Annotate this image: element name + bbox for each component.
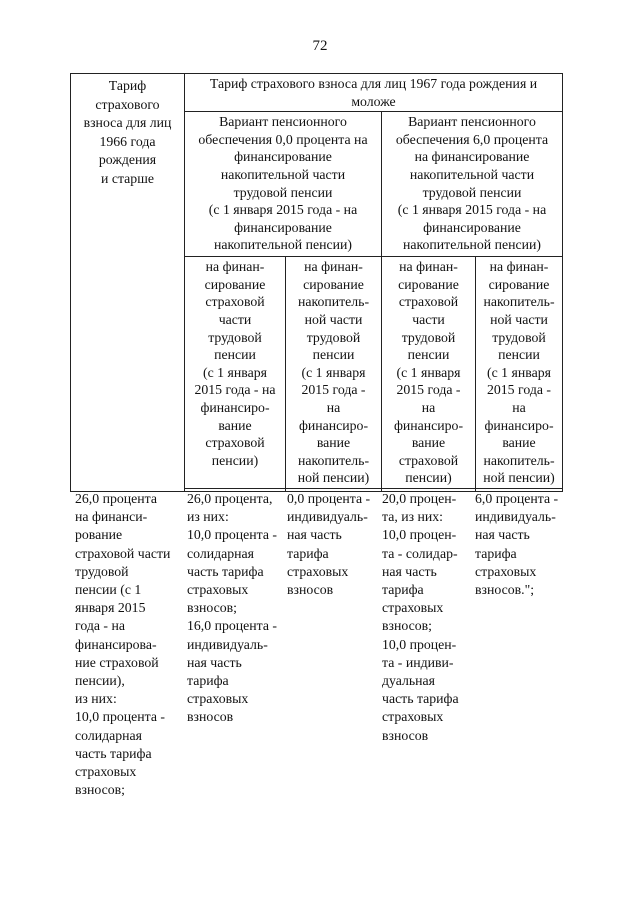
text-line: обеспечения 6,0 процента [395,131,549,147]
text-line: части [218,311,252,327]
text-line: на [326,399,341,415]
header-variant-6 [382,112,563,257]
text-line: обеспечения 0,0 процента на [198,131,368,147]
text-line: (с 1 января [396,364,461,380]
text-line: ная часть [287,527,342,543]
text-line: страхового [95,96,160,112]
text-line: пенсии (с 1 [75,582,142,598]
text-line: Вариант пенсионного [408,114,536,130]
text-line: рование [75,527,123,543]
text-line: на финансирование [414,149,530,165]
text-line: вание [502,435,536,451]
text-line: страховых [382,709,444,725]
text-line: 16,0 процента - [187,618,278,634]
text-line: тарифа [287,545,329,561]
text-line: финансирование [234,219,332,235]
text-line: пенсии) [405,470,452,486]
text-line: (с 1 января 2015 года - на [208,202,358,218]
text-line: накопительной части [409,166,535,182]
text-line: вание [218,417,252,433]
text-line: финансиро- [298,417,369,433]
text-line: накопитель- [297,452,370,468]
text-line: солидарная [75,727,143,743]
text-line: 20,0 процен- [382,491,457,506]
text-line: ной пенсии) [483,470,555,486]
text-line: вание [411,435,446,451]
text-line: индивидуаль- [287,509,368,525]
text-line: Тариф страхового взноса для лиц 1967 года рождения и [209,76,538,91]
text-line: 0,0 процента - [287,491,371,506]
text-line: солидарная [187,545,255,561]
text-line: 26,0 процента, [187,491,273,506]
text-line: накопительной пенсии) [214,237,352,253]
text-line: та, из них: [382,509,444,525]
text-line: пенсии [407,347,450,363]
text-line: тарифа [475,545,517,561]
text-line: часть тарифа [187,563,264,579]
text-line: на [512,399,526,415]
text-line: на финанси- [75,509,148,525]
text-line: накопитель- [483,294,555,310]
text-line: тарифа [382,582,424,598]
text-line: финансиро- [484,417,554,433]
text-line: взносов [187,709,234,725]
text-line: на финан- [399,259,458,275]
text-line: страховой [398,452,459,468]
text-line: взносов [382,727,429,743]
text-line: ной пенсии) [297,470,370,486]
text-line: индивидуаль- [187,636,268,652]
text-line: части [412,311,445,327]
text-line: 10,0 процента - [187,527,278,543]
text-line: пенсии) [211,452,259,468]
text-line: 6,0 процента - [475,491,559,506]
text-line: Тариф [108,78,147,93]
text-line: на финан- [205,259,265,275]
text-line: ние страховой [75,654,159,670]
text-line: та - индиви- [382,654,454,670]
text-line: пенсии [312,347,355,363]
text-line: взноса для лиц [83,115,172,131]
text-line: трудовой [492,329,546,345]
data-col-2 [187,490,277,727]
text-line: сирование [204,276,266,292]
text-line: (с 1 января [203,364,267,380]
text-line: пенсии [214,347,256,363]
text-line: на финан- [304,259,363,275]
text-line: Вариант пенсионного [219,114,347,130]
header-sub-insurance-a [185,257,286,489]
text-line: января 2015 [75,600,146,616]
text-line: ной части [304,311,363,327]
text-line: (с 1 января [301,364,366,380]
text-line: страховых [287,563,349,579]
header-sub-funded-b [476,257,563,489]
text-line: часть тарифа [382,691,459,707]
text-line: индивидуаль- [475,509,556,525]
header-sub-insurance-b [382,257,476,489]
text-line: трудовой пенсии [422,184,522,200]
text-line: страховой части [75,545,171,561]
text-line: страховой [205,294,265,310]
data-col-4 [382,490,459,745]
text-line: рождения [98,152,157,168]
text-line: сирование [398,276,459,292]
text-line: 2015 года - на [194,382,276,398]
text-line: трудовой [75,563,129,579]
text-line: 10,0 процен- [382,527,457,543]
text-line: ной части [490,311,548,327]
text-line: на [421,399,436,415]
text-line: финансиро- [393,417,464,433]
text-line: 2015 года - [486,382,552,398]
text-line: ная часть [382,563,437,579]
text-line: тарифа [187,673,229,689]
text-line: трудовой пенсии [233,184,333,200]
text-line: пенсии [498,347,540,363]
data-col-3 [287,490,370,599]
text-line: (с 1 января 2015 года - на [397,202,547,218]
text-line: 2015 года - [301,382,366,398]
text-line: моложе [351,93,396,109]
text-line: 26,0 процента [75,491,157,506]
text-line: финансирование [234,149,332,165]
data-col-1 [75,490,170,799]
text-line: дуальная [382,673,436,689]
header-sub-funded-a [286,257,382,489]
header-first-col [71,74,185,489]
text-line: взносов; [382,618,432,634]
text-line: страховых [382,600,444,616]
text-line: 2015 года - [396,382,461,398]
text-line: трудовой [208,329,262,345]
header-variant-0 [185,112,382,257]
text-line: страховых [475,563,537,579]
text-line: сирование [303,276,364,292]
text-line: накопительной части [220,166,346,182]
text-line: и старше [101,170,154,186]
text-line: ная часть [187,654,242,670]
text-line: взносов [287,582,334,598]
text-line: страховой [205,435,265,451]
text-line: 10,0 процен- [382,636,457,652]
text-line: страховой [398,294,459,310]
text-line: ная часть [475,527,530,543]
text-line: накопительной пенсии) [403,237,541,253]
text-line: накопитель- [483,452,555,468]
text-line: года - на [75,618,125,634]
header-group-title [185,74,563,112]
text-line: вание [316,435,351,451]
text-line: из них: [187,509,229,525]
text-line: финансиро- [200,399,270,415]
text-line: страховых [187,582,249,598]
text-line: сирование [488,276,550,292]
text-line: 1966 года [99,133,156,149]
text-line: на финан- [489,259,549,275]
tariff-header-table [70,73,563,492]
text-line: пенсии), [75,673,125,689]
text-line: та - солидар- [382,545,458,561]
text-line: финансирование [423,219,521,235]
text-line: взносов."; [475,582,535,598]
text-line: накопитель- [297,294,370,310]
text-line: трудовой [306,329,361,345]
data-col-5 [475,490,558,599]
text-line: 10,0 процента - [75,709,166,725]
text-line: трудовой [401,329,456,345]
text-line: часть тарифа [75,745,152,761]
page-number: 72 [312,38,328,54]
text-line: страховых [75,764,137,780]
text-line: финансирова- [75,636,157,652]
text-line: (с 1 января [487,364,551,380]
text-line: взносов; [75,782,125,798]
text-line: взносов; [187,600,237,616]
text-line: из них: [75,691,117,707]
text-line: страховых [187,691,249,707]
